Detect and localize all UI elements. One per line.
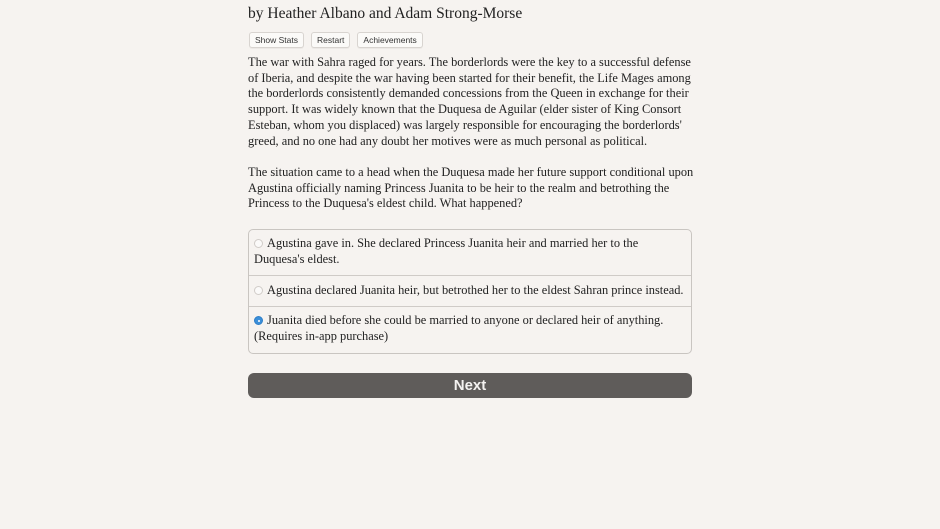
choice-label: Agustina declared Juanita heir, but betrothed her to the eldest Sahran prince instead.: [267, 283, 684, 297]
restart-button[interactable]: Restart: [311, 32, 350, 48]
choice-option-3[interactable]: [249, 307, 691, 353]
story-question: The situation came to a head when the Duquesa made her future support conditional upon Agustina officially naming Princess Juanita to be heir to the realm and betrothing the Princess to the Duquesa's eldest child. What happened?: [248, 165, 694, 211]
choice-label: Juanita died before she could be married to anyone or declared heir of anything. (Requires in-app purchase): [254, 313, 664, 343]
toolbar: [249, 32, 423, 48]
choice-list: [248, 229, 692, 354]
author-credit: by Heather Albano and Adam Strong-Morse: [248, 5, 523, 22]
story-paragraph: The war with Sahra raged for years. The borderlords were the key to a successful defense of Iberia, and despite the war having been started for their benefit, the Life Mages among the borderlords consistently demanded concessions from the Queen in exchange for their support. It was widely known that the Duquesa de Aguilar (elder sister of King Consort Esteban, whom you displaced) was largely responsible for encouraging the borderlords' greed, and no one had any doubt her motives were as much personal as political.: [248, 55, 691, 148]
achievements-button[interactable]: Achievements: [357, 32, 422, 48]
show-stats-button[interactable]: Show Stats: [249, 32, 304, 48]
radio-selected-icon[interactable]: [254, 316, 263, 325]
radio-unselected-icon[interactable]: [254, 286, 263, 295]
choice-option-2[interactable]: [249, 276, 691, 307]
choice-label: Agustina gave in. She declared Princess Juanita heir and married her to the Duquesa's eldest.: [254, 236, 639, 266]
radio-unselected-icon[interactable]: [254, 239, 263, 248]
next-button[interactable]: Next: [248, 373, 692, 398]
choice-option-1[interactable]: [249, 230, 691, 276]
